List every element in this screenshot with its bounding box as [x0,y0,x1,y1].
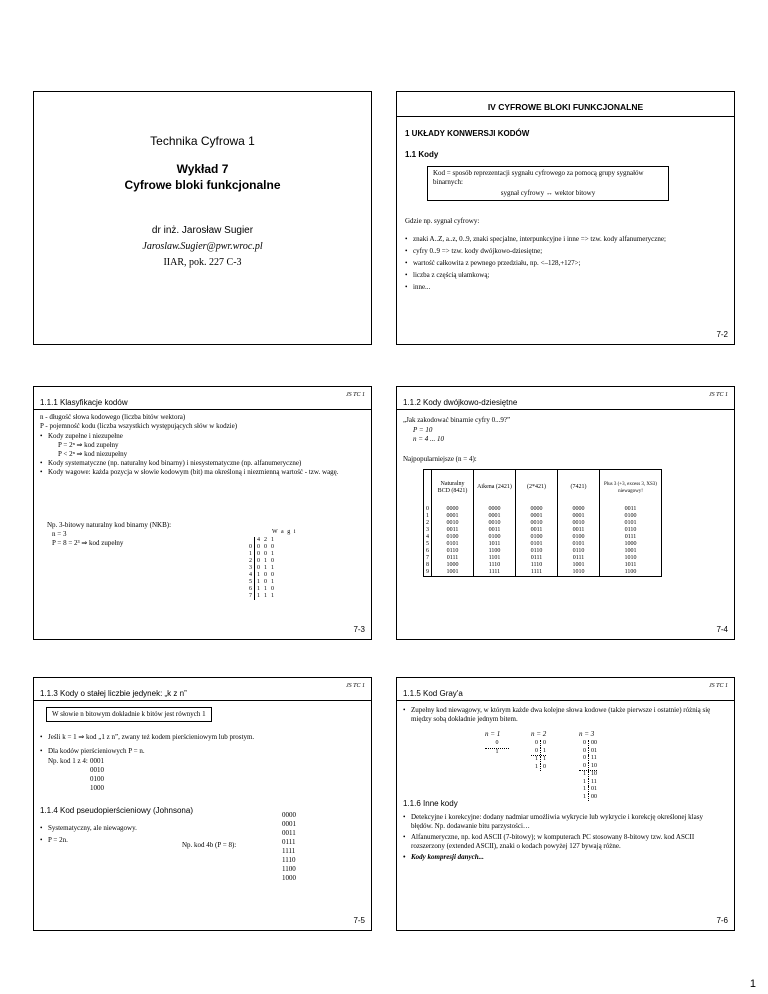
digit-cell: 4 [424,534,432,541]
lsb-part: 0 [543,740,546,746]
table-row [424,569,662,577]
gray-list [403,706,725,724]
msb-part: 1 [531,756,541,764]
ring-code-list [90,757,104,793]
gray-n2-table [531,740,546,771]
bit-cell: 0 [264,544,267,550]
lsb-part: 00 [591,793,597,800]
code-cell: 1011 [624,561,637,568]
digit-cell: 6 [424,548,432,555]
code-word: 0010 [90,766,104,774]
gray-n3-table [579,740,597,801]
code-word: 1000 [282,874,296,882]
bit-cell: 0 [271,558,274,564]
weight: 4 [257,537,260,543]
code-cell: 0011 [432,527,474,534]
page-number: 7-5 [353,916,365,925]
section-heading: 1.1.2 Kody dwójkowo-dziesiętne [403,398,518,407]
chapter-heading: IV CYFROWE BLOKI FUNKCJONALNE [487,102,644,112]
page-number: 7-3 [353,625,365,634]
code-word: 1110 [282,856,296,864]
table-row [247,593,276,600]
code-word: 0111 [282,838,296,846]
bit-cell: 0 [271,544,274,550]
code-cell: 0011 [516,527,558,534]
code-word [579,755,597,763]
nkb-table [247,537,276,600]
definition-text: Kod = sposób reprezentacji sygnału cyfrowego za pomocą grupy sygnałów binarnych: [433,169,644,186]
popular-label: Najpopularniejsze (n = 4): [403,455,477,463]
code-cell: 0010 [474,520,516,527]
code-cell: 1101 [474,555,516,562]
code-cell: 0000 [516,506,558,513]
code-cell: 0011 [624,505,637,512]
code-word: 1111 [282,847,296,855]
section-heading: 1.1.5 Kod Gray'a [403,689,463,698]
list-item: • Kody kompresji danych... [403,853,725,862]
signal-list [405,235,723,292]
slide-title [33,91,372,345]
code-cell: 0111 [432,555,474,562]
section-heading: 1.1.1 Klasyfikacje kodów [40,398,128,407]
row-index: 7 [247,593,255,600]
code-cell: 0000 [474,506,516,513]
definition-mapping: sygnał cyfrowy ↔ wektor bitowy [500,189,596,197]
code-cell: 0011 [474,527,516,534]
subsection-heading: 1.1 Kody [405,150,439,159]
code-cell: 0100 [432,534,474,541]
code-cell: 0100 [624,512,637,519]
p-value: P = 10 [413,426,433,434]
item-sub: P < 2ⁿ ⇒ kod niezupełny [58,450,128,458]
list-item: • cyfry 0..9 => tzw. kody dwójkowo-dziesiętne; [405,247,723,256]
code-word [531,748,546,757]
digit-cell: 7 [424,555,432,562]
code-cell: 1100 [474,548,516,555]
table-row [424,548,662,555]
weights-label: W a g i [272,529,297,535]
slide-tag: JS TC 1 [708,392,728,398]
msb-part: 1 [579,779,589,787]
bit-cell: 1 [271,579,274,585]
weight: 1 [271,537,274,543]
code-cell: 0000 [558,506,600,513]
code-word [579,740,597,748]
code-word: 0100 [90,775,104,783]
digit-cell: 3 [424,527,432,534]
code-word [579,786,597,794]
section-heading: 1.1.3 Kody o stałej liczbie jedynek: „k z n” [40,689,187,698]
slide-tag: JS TC 1 [345,683,365,689]
code-word [531,764,546,772]
lsb-part: 11 [591,778,597,785]
row-index: 5 [247,579,255,586]
table-row [424,506,662,513]
lsb-part: 10 [591,762,597,769]
page-number: 7-2 [716,330,728,339]
author-room: IIAR, pok. 227 C-3 [163,257,242,268]
code-cell: 0111 [624,533,637,540]
table-row [424,513,662,520]
list-item: • Systematyczny, ale niewagowy. [40,824,240,833]
section-heading-2: 1.1.6 Inne kody [403,799,458,808]
code-word [531,756,546,764]
other-codes-list [403,813,725,862]
divider [397,116,734,117]
bit-cell: 0 [257,565,260,571]
divider [34,409,371,410]
code-word: 0 [485,740,509,749]
example-p: P = 8 = 2³ ⇒ kod zupełny [52,539,124,547]
corner-cell [424,470,432,506]
column-header: Aikena (2421) [474,470,516,506]
msb-part: 0 [531,740,541,748]
bit-cell: 0 [257,558,260,564]
code-cell: 0100 [516,534,558,541]
bit-cell: 0 [271,572,274,578]
section-heading: 1 UKŁADY KONWERSJI KODÓW [405,129,530,138]
author-email: Jaroslaw.Sugier@pwr.wroc.pl [142,241,263,252]
table-row [424,555,662,562]
column-header: (2*421) [516,470,558,506]
digit-cell: 9 [424,569,432,577]
list-item: • Jeśli k = 1 ⇒ kod „1 z n”, zwany też kodem pierścieniowym lub prostym. [40,733,360,742]
bit-cell: 0 [264,579,267,585]
code-cell: 0111 [516,555,558,562]
column-header: Naturalny BCD (8421) [432,470,474,506]
table-row [424,541,662,548]
msb-part: 1 [579,794,589,802]
code-cell: 0010 [516,520,558,527]
table-row [247,586,276,593]
code-cell: 0001 [516,513,558,520]
n-range: n = 4 ... 10 [413,435,444,443]
table-row [247,551,276,558]
column-header: Plus 3 (+3, excess 3, XS3) niewagowy! [604,481,657,494]
item-sub: P = 2ⁿ ⇒ kod zupełny [58,441,119,449]
code-word: 0001 [282,820,296,828]
code-word [579,763,597,772]
code-word: 0011 [282,829,296,837]
bit-cell: 1 [264,593,267,599]
divider [397,700,734,701]
list-item: • Dla kodów pierścieniowych P = n. [40,747,360,756]
code-cell: 0101 [624,519,637,526]
table-row [424,520,662,527]
list-item [40,432,360,459]
johnson-code-list [282,811,296,883]
column-header: (7421) [558,470,600,506]
bit-cell: 1 [271,551,274,557]
bit-cell: 1 [264,586,267,592]
bit-cell: 1 [271,593,274,599]
list-item: • Kody systematyczne (np. naturalny kod binarny) i niesystematyczne (np. alfanumeryczne) [40,459,360,468]
bit-cell: 0 [257,544,260,550]
code-word: 1 [495,748,499,755]
lsb-part: 1 [543,747,546,754]
header-row [424,470,662,506]
bit-cell: 1 [257,586,260,592]
code-word: 0001 [90,757,104,765]
list-item: • inne... [405,283,723,292]
example-text: Np. kod 4b (P = 8): [182,841,237,849]
lsb-part: 1 [543,756,546,762]
code-cell: 1111 [474,569,516,577]
bit-cell: 1 [264,558,267,564]
weight: 2 [264,537,267,543]
code-cell: 0110 [558,548,600,555]
code-cell: 0110 [432,548,474,555]
gray-n3-label: n = 3 [579,730,595,738]
gray-n2-label: n = 2 [531,730,547,738]
digit-cell: 5 [424,541,432,548]
kzn-list [40,733,360,756]
code-word [579,771,597,779]
code-cell: 1010 [624,554,637,561]
page-number: 7-4 [716,625,728,634]
table-row [424,534,662,541]
code-cell: 1010 [558,569,600,577]
lsb-part: 01 [591,747,597,754]
code-cell: 1011 [474,541,516,548]
msb-part: 0 [531,748,541,756]
bit-cell: 0 [271,586,274,592]
code-cell: 0110 [516,548,558,555]
bit-cell: 1 [257,593,260,599]
question-text: „Jak zakodować binarnie cyfry 0...9?” [403,416,511,424]
list-item: • wartość całkowita z pewnego przedziału, np. <–128,+127>; [405,259,723,268]
author-name: dr inż. Jarosław Sugier [151,225,254,236]
code-cell: 0000 [432,506,474,513]
code-cell: 0001 [432,513,474,520]
list-item: • Detekcyjne i korekcyjne: dodany nadmiar umożliwia wykrycie lub wykrycie i korekcję określonej klasy błędów. Np. dodawanie bitu parzystości… [403,813,725,831]
code-cell: 1001 [558,562,600,569]
divider [397,409,734,410]
code-cell: 0010 [432,520,474,527]
slide-7-3 [33,386,372,640]
msb-part: 0 [579,748,589,756]
code-word [579,748,597,756]
code-cell: 0101 [432,541,474,548]
lecture-subtitle: Cyfrowe bloki funkcjonalne [124,178,281,192]
definition-box [46,707,212,722]
lsb-part: 11 [591,755,597,761]
code-cell: 0001 [558,513,600,520]
code-word [579,779,597,787]
table-row [424,527,662,534]
bit-cell: 0 [264,551,267,557]
code-cell: 0010 [558,520,600,527]
list-item: • P = 2n. [40,836,240,845]
bcd-table [423,469,662,577]
code-cell: 0101 [558,541,600,548]
definition-n: n - długość słowa kodowego (liczba bitów wektora) [40,413,186,421]
list-item: • Zupełny kod niewagowy, w którym każde dwa kolejne słowa kodowe (także pierwsze i ostatnie) różnią się między sobą dokładnie jednym bitem. [403,706,725,724]
gray-n1-table [485,740,509,756]
bit-cell: 1 [271,565,274,571]
gray-n1-label: n = 1 [485,730,501,738]
code-cell: 0111 [558,555,600,562]
row-index: 0 [247,544,255,551]
sheet-number: 1 [749,978,756,990]
msb-part: 1 [531,764,541,772]
definition-p: P - pojemność kodu (liczba wszystkich występujących słów w kodzie) [40,422,238,430]
list-item: • Alfanumeryczne, np. kod ASCII (7-bitowy); w komputerach PC stosowany 8-bitowy tzw. kod ASCII rozszerzony (extended ASCII), znaki o kodach powyżej 127 bywają różne. [403,833,725,851]
divider [34,700,371,701]
bit-cell: 1 [257,579,260,585]
row-index: 4 [247,572,255,579]
row-index: 2 [247,558,255,565]
row-index: 3 [247,565,255,572]
slide-tag: JS TC 1 [345,392,365,398]
code-cell: 1111 [516,569,558,577]
lsb-part: 0 [543,763,546,770]
item-text: • Kody zupełne i niezupełne [48,432,123,440]
table-row [247,572,276,579]
code-word [579,794,597,802]
example-text: Np. 3-bitowy naturalny kod binarny (NKB): [47,521,172,529]
slide-7-4 [396,386,735,640]
digit-cell: 1 [424,513,432,520]
code-cell: 1100 [624,568,637,575]
code-cell: 1000 [432,562,474,569]
msb-part: 0 [579,755,589,763]
slide-7-6 [396,677,735,931]
list-item: • Kody wagowe: każda pozycja w słowie kodowym (bit) ma określoną i niezmienną wartość - tzw. wagę. [40,468,360,477]
code-cell: 1000 [624,540,637,547]
lsb-part: 10 [591,771,597,777]
row-index: 6 [247,586,255,593]
lecture-number: Wykład 7 [176,162,229,176]
table-row [247,565,276,572]
code-cell: 1110 [474,562,516,569]
bit-cell: 0 [257,551,260,557]
section-heading-2: 1.1.4 Kod pseudopierścieniowy (Johnsona) [40,806,193,815]
msb-part: 1 [579,771,589,779]
intro-text: Gdzie np. sygnał cyfrowy: [405,217,480,225]
lsb-part: 00 [591,740,597,746]
bit-cell: 0 [264,572,267,578]
code-cell: 0011 [558,527,600,534]
list-item: • liczba z częścią ułamkową; [405,271,723,280]
definition-text: W słowie n bitowym dokładnie k bitów jest równych 1 [52,710,206,718]
msb-part: 0 [579,740,589,748]
classification-list [40,432,360,477]
table-row [247,558,276,565]
code-cell: 0110 [624,526,637,533]
code-cell: 1110 [516,562,558,569]
code-cell: 0100 [474,534,516,541]
lsb-part: 01 [591,786,597,792]
example-text: Np. kod 1 z 4: [48,757,88,765]
row-index: 1 [247,551,255,558]
code-word: 1000 [90,784,104,792]
slide-tag: JS TC 1 [708,683,728,689]
page-number: 7-6 [716,916,728,925]
table-row [247,579,276,586]
code-cell: 0101 [516,541,558,548]
code-cell: 1001 [624,547,637,554]
table-row [247,544,276,551]
digit-cell: 2 [424,520,432,527]
code-cell: 0100 [558,534,600,541]
slide-7-2 [396,91,735,345]
course-title: Technika Cyfrowa 1 [150,134,255,148]
table-row [424,562,662,569]
digit-cell: 8 [424,562,432,569]
slide-7-5 [33,677,372,931]
bit-cell: 1 [257,572,260,578]
example-n: n = 3 [52,530,67,538]
code-word: 0000 [282,811,296,819]
bit-cell: 1 [264,565,267,571]
definition-box [427,166,669,201]
code-word: 1100 [282,865,296,873]
digit-cell: 0 [424,506,432,513]
code-cell: 0001 [474,513,516,520]
list-item: • znaki A..Z, a..z, 0..9, znaki specjalne, interpunkcyjne i inne => tzw. kody alfanumeryczne; [405,235,723,244]
code-cell: 1001 [432,569,474,577]
code-word [531,740,546,748]
msb-part: 0 [579,763,589,771]
msb-part: 1 [579,786,589,794]
